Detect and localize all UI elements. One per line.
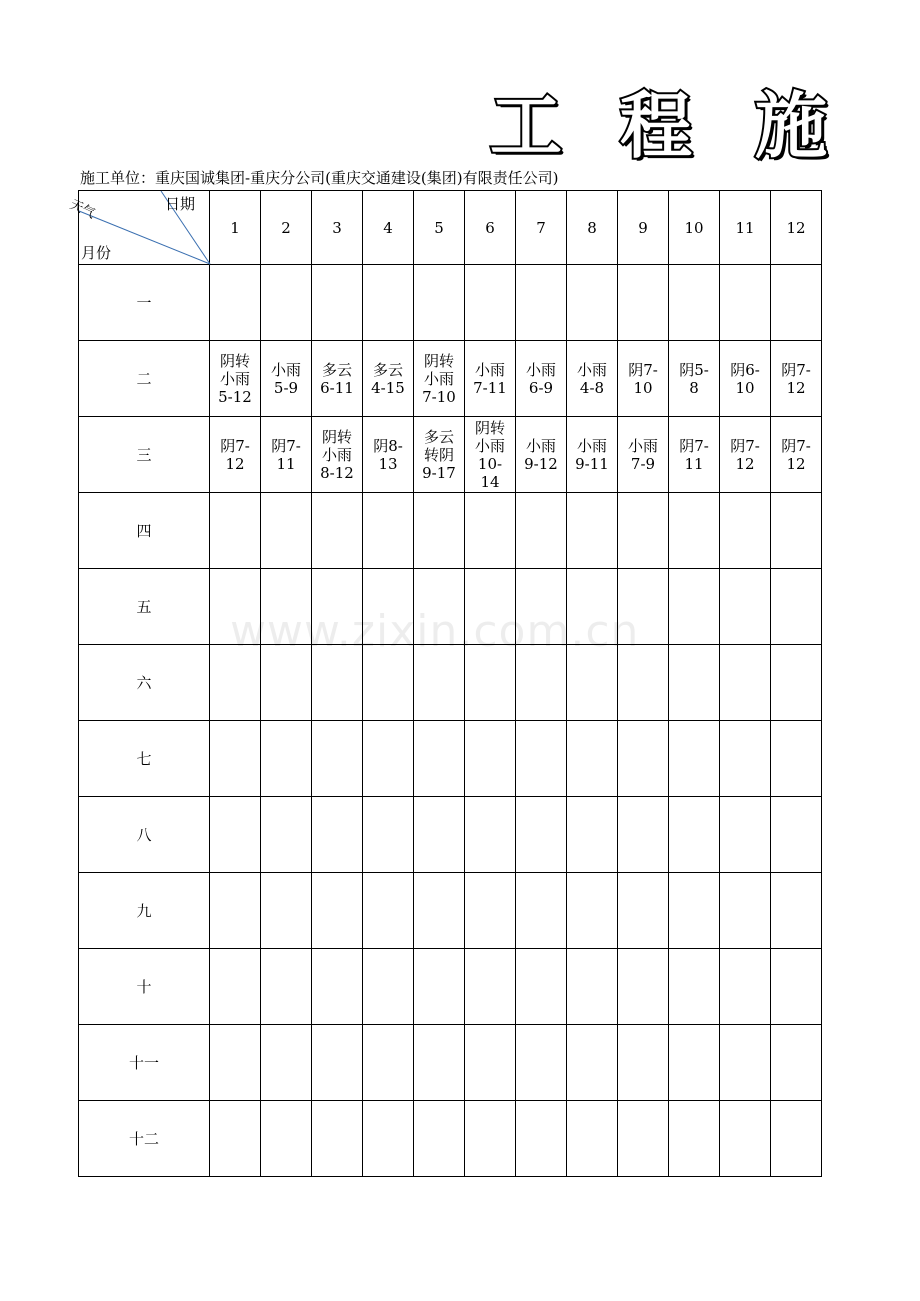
- month-row: [79, 341, 822, 417]
- month-label: 月份: [81, 244, 112, 262]
- weather-cell[interactable]: [720, 1101, 771, 1177]
- weather-cell[interactable]: [312, 949, 363, 1025]
- weather-cell[interactable]: [261, 797, 312, 873]
- month-label-cell: 五: [79, 569, 210, 645]
- weather-cell[interactable]: [618, 721, 669, 797]
- weather-cell[interactable]: [414, 873, 465, 949]
- weather-cell-text: 阴转 小雨 5-12: [218, 351, 252, 406]
- construction-unit-line: 施工单位：重庆国诚集团-重庆分公司(重庆交通建设(集团)有限责任公司): [80, 169, 559, 187]
- month-label-cell: 十: [79, 949, 210, 1025]
- weather-cell-text: 小雨 5-9: [270, 360, 301, 397]
- weather-cell[interactable]: [618, 1101, 669, 1177]
- weather-cell-text: 阴转 小雨 8-12: [320, 427, 354, 482]
- weather-cell[interactable]: [312, 873, 363, 949]
- weather-cell[interactable]: [618, 797, 669, 873]
- weather-cell[interactable]: [363, 341, 414, 417]
- weather-cell-text: 小雨 9-12: [524, 436, 558, 473]
- weather-cell[interactable]: [771, 341, 822, 417]
- weather-cell[interactable]: [261, 1025, 312, 1101]
- weather-cell[interactable]: [312, 265, 363, 341]
- weather-cell[interactable]: [414, 341, 465, 417]
- weather-table: [67, 190, 822, 1177]
- weather-cell[interactable]: [363, 417, 414, 493]
- weather-cell[interactable]: [414, 417, 465, 493]
- month-row: [79, 873, 822, 949]
- weather-cell[interactable]: [414, 797, 465, 873]
- weather-cell[interactable]: [312, 341, 363, 417]
- weather-cell[interactable]: [465, 721, 516, 797]
- weather-cell[interactable]: [567, 417, 618, 493]
- weather-cell[interactable]: [210, 721, 261, 797]
- weather-cell-text: 阴6- 10: [730, 360, 760, 397]
- day-header-cell: 8: [567, 191, 618, 265]
- weather-cell[interactable]: [771, 493, 822, 569]
- title-char: 施: [755, 84, 828, 168]
- weather-cell[interactable]: [312, 417, 363, 493]
- weather-cell[interactable]: [669, 417, 720, 493]
- day-header-cell: 9: [618, 191, 669, 265]
- weather-cell[interactable]: [363, 493, 414, 569]
- weather-cell[interactable]: [618, 417, 669, 493]
- weather-cell[interactable]: [363, 949, 414, 1025]
- corner-cell: [67, 191, 210, 265]
- weather-cell[interactable]: [465, 341, 516, 417]
- weather-cell[interactable]: [567, 949, 618, 1025]
- weather-cell[interactable]: [210, 265, 261, 341]
- weather-cell-text: 小雨 9-11: [575, 436, 609, 473]
- month-label-cell: 四: [79, 493, 210, 569]
- weather-cell[interactable]: [312, 797, 363, 873]
- weather-cell[interactable]: [210, 873, 261, 949]
- weather-cell[interactable]: [261, 341, 312, 417]
- weather-cell[interactable]: [516, 873, 567, 949]
- weather-cell-text: 多云 转阴 9-17: [422, 427, 456, 482]
- weather-cell[interactable]: [210, 797, 261, 873]
- weather-cell[interactable]: [363, 1101, 414, 1177]
- weather-cell[interactable]: [669, 645, 720, 721]
- month-row: [79, 265, 822, 341]
- weather-cell[interactable]: [771, 645, 822, 721]
- weather-cell[interactable]: [516, 417, 567, 493]
- weather-cell[interactable]: [414, 265, 465, 341]
- weather-cell-text: 阴7- 12: [220, 436, 250, 473]
- weather-cell[interactable]: [771, 265, 822, 341]
- weather-cell[interactable]: [210, 1101, 261, 1177]
- weather-cell[interactable]: [618, 873, 669, 949]
- weather-cell[interactable]: [669, 721, 720, 797]
- weather-cell[interactable]: [312, 1025, 363, 1101]
- weather-cell[interactable]: [312, 721, 363, 797]
- weather-cell[interactable]: [567, 265, 618, 341]
- weather-cell[interactable]: [771, 721, 822, 797]
- weather-cell[interactable]: [465, 1101, 516, 1177]
- weather-cell[interactable]: [516, 797, 567, 873]
- weather-cell[interactable]: [261, 417, 312, 493]
- weather-cell[interactable]: [363, 873, 414, 949]
- weather-cell-text: 阴7- 12: [781, 360, 811, 397]
- weather-cell[interactable]: [771, 873, 822, 949]
- weather-cell[interactable]: [618, 341, 669, 417]
- day-header-cell: 12: [771, 191, 822, 265]
- day-header-cell: 2: [261, 191, 312, 265]
- weather-cell-text: 小雨 4-8: [576, 360, 607, 397]
- weather-cell-text: 多云 4-15: [371, 360, 405, 397]
- month-row: [79, 417, 822, 493]
- month-row: [79, 721, 822, 797]
- weather-cell[interactable]: [618, 1025, 669, 1101]
- weather-cell[interactable]: [516, 1101, 567, 1177]
- weather-cell[interactable]: [516, 1025, 567, 1101]
- day-header-cell: 7: [516, 191, 567, 265]
- weather-cell[interactable]: [567, 797, 618, 873]
- weather-cell[interactable]: [261, 949, 312, 1025]
- month-row: [79, 1101, 822, 1177]
- weather-cell[interactable]: [567, 873, 618, 949]
- weather-cell[interactable]: [261, 1101, 312, 1177]
- month-label-cell: 十二: [79, 1101, 210, 1177]
- weather-cell-text: 阴7- 10: [628, 360, 658, 397]
- weather-cell[interactable]: [465, 265, 516, 341]
- title-char: 工: [490, 84, 563, 168]
- weather-cell[interactable]: [516, 949, 567, 1025]
- month-row: [79, 949, 822, 1025]
- weather-cell-text: 阴7- 12: [730, 436, 760, 473]
- weather-cell[interactable]: [771, 1101, 822, 1177]
- weather-cell[interactable]: [414, 1101, 465, 1177]
- weather-cell[interactable]: [516, 265, 567, 341]
- weather-cell[interactable]: [414, 1025, 465, 1101]
- month-label-cell: 九: [79, 873, 210, 949]
- weather-cell-text: 小雨 7-11: [473, 360, 507, 397]
- weather-cell[interactable]: [465, 417, 516, 493]
- weather-cell[interactable]: [618, 265, 669, 341]
- weather-cell[interactable]: [618, 949, 669, 1025]
- weather-cell[interactable]: [669, 341, 720, 417]
- weather-cell[interactable]: [363, 265, 414, 341]
- weather-cell[interactable]: [516, 493, 567, 569]
- month-row: [79, 1025, 822, 1101]
- weather-cell[interactable]: [771, 949, 822, 1025]
- weather-cell[interactable]: [720, 265, 771, 341]
- weather-cell[interactable]: [669, 949, 720, 1025]
- weather-cell[interactable]: [669, 569, 720, 645]
- weather-cell-text: 阴5- 8: [679, 360, 709, 397]
- day-header-cell: 6: [465, 191, 516, 265]
- page-title: [480, 76, 828, 176]
- weather-cell-text: 小雨 6-9: [525, 360, 556, 397]
- weather-cell[interactable]: [414, 721, 465, 797]
- month-label-cell: 二: [79, 341, 210, 417]
- weather-cell[interactable]: [516, 721, 567, 797]
- weather-cell-text: 小雨 7-9: [627, 436, 658, 473]
- weather-cell[interactable]: [567, 341, 618, 417]
- weather-cell-text: 多云 6-11: [320, 360, 354, 397]
- weather-cell[interactable]: [669, 797, 720, 873]
- month-row: [79, 493, 822, 569]
- weather-cell[interactable]: [465, 797, 516, 873]
- weather-cell[interactable]: [720, 721, 771, 797]
- weather-cell-text: 阴8- 13: [373, 436, 403, 473]
- month-label-cell: 七: [79, 721, 210, 797]
- weather-cell[interactable]: [465, 493, 516, 569]
- month-label-cell: 六: [79, 645, 210, 721]
- weather-cell[interactable]: [669, 265, 720, 341]
- day-header-cell: 3: [312, 191, 363, 265]
- weather-cell[interactable]: [720, 341, 771, 417]
- weather-cell-text: 阴转 小雨 10- 14: [474, 418, 505, 491]
- weather-cell[interactable]: [669, 1101, 720, 1177]
- weather-cell[interactable]: [567, 1101, 618, 1177]
- weather-cell-text: 阴7- 12: [781, 436, 811, 473]
- weather-cell[interactable]: [210, 417, 261, 493]
- weather-cell[interactable]: [312, 1101, 363, 1177]
- weather-cell[interactable]: [720, 645, 771, 721]
- watermark: www.zixin.com.cn: [230, 606, 640, 657]
- day-header-cell: 5: [414, 191, 465, 265]
- month-label-cell: 八: [79, 797, 210, 873]
- weather-cell[interactable]: [465, 949, 516, 1025]
- weather-cell[interactable]: [465, 1025, 516, 1101]
- weather-cell[interactable]: [465, 873, 516, 949]
- weather-cell[interactable]: [414, 949, 465, 1025]
- month-label-cell: 三: [79, 417, 210, 493]
- day-label: 日期: [164, 195, 195, 213]
- weather-cell[interactable]: [516, 341, 567, 417]
- month-label-cell: 一: [79, 265, 210, 341]
- weather-cell[interactable]: [720, 873, 771, 949]
- weather-cell[interactable]: [363, 1025, 414, 1101]
- weather-cell[interactable]: [567, 493, 618, 569]
- weather-cell[interactable]: [567, 721, 618, 797]
- weather-cell[interactable]: [261, 721, 312, 797]
- weather-cell-text: 阴7- 11: [271, 436, 301, 473]
- day-header-cell: 11: [720, 191, 771, 265]
- weather-cell[interactable]: [720, 1025, 771, 1101]
- weather-cell[interactable]: [771, 1025, 822, 1101]
- weather-cell[interactable]: [720, 949, 771, 1025]
- title-char: 程: [620, 84, 693, 168]
- weather-cell[interactable]: [771, 797, 822, 873]
- weather-cell[interactable]: [363, 721, 414, 797]
- weather-cell[interactable]: [567, 1025, 618, 1101]
- weather-cell[interactable]: [210, 949, 261, 1025]
- month-row: [79, 797, 822, 873]
- weather-cell-text: 阴转 小雨 7-10: [422, 351, 456, 406]
- weather-cell[interactable]: [312, 493, 363, 569]
- weather-cell[interactable]: [720, 417, 771, 493]
- weather-cell-text: 阴7- 11: [679, 436, 709, 473]
- weather-cell[interactable]: [210, 341, 261, 417]
- weather-cell[interactable]: [771, 417, 822, 493]
- weather-cell[interactable]: [720, 569, 771, 645]
- weather-cell[interactable]: [669, 1025, 720, 1101]
- weather-cell[interactable]: [669, 873, 720, 949]
- day-header-cell: 1: [210, 191, 261, 265]
- day-header-cell: 4: [363, 191, 414, 265]
- weather-cell[interactable]: [414, 493, 465, 569]
- weather-cell[interactable]: [363, 797, 414, 873]
- weather-cell[interactable]: [720, 797, 771, 873]
- month-label-cell: 十一: [79, 1025, 210, 1101]
- weather-cell[interactable]: [261, 493, 312, 569]
- header-row: [79, 191, 822, 265]
- weather-cell[interactable]: [261, 265, 312, 341]
- weather-cell[interactable]: [669, 493, 720, 569]
- weather-cell[interactable]: [771, 569, 822, 645]
- weather-cell[interactable]: [210, 1025, 261, 1101]
- weather-label: 天气: [67, 197, 98, 222]
- weather-cell[interactable]: [261, 873, 312, 949]
- weather-cell[interactable]: [210, 493, 261, 569]
- day-header-cell: 10: [669, 191, 720, 265]
- weather-cell[interactable]: [618, 493, 669, 569]
- weather-cell[interactable]: [720, 493, 771, 569]
